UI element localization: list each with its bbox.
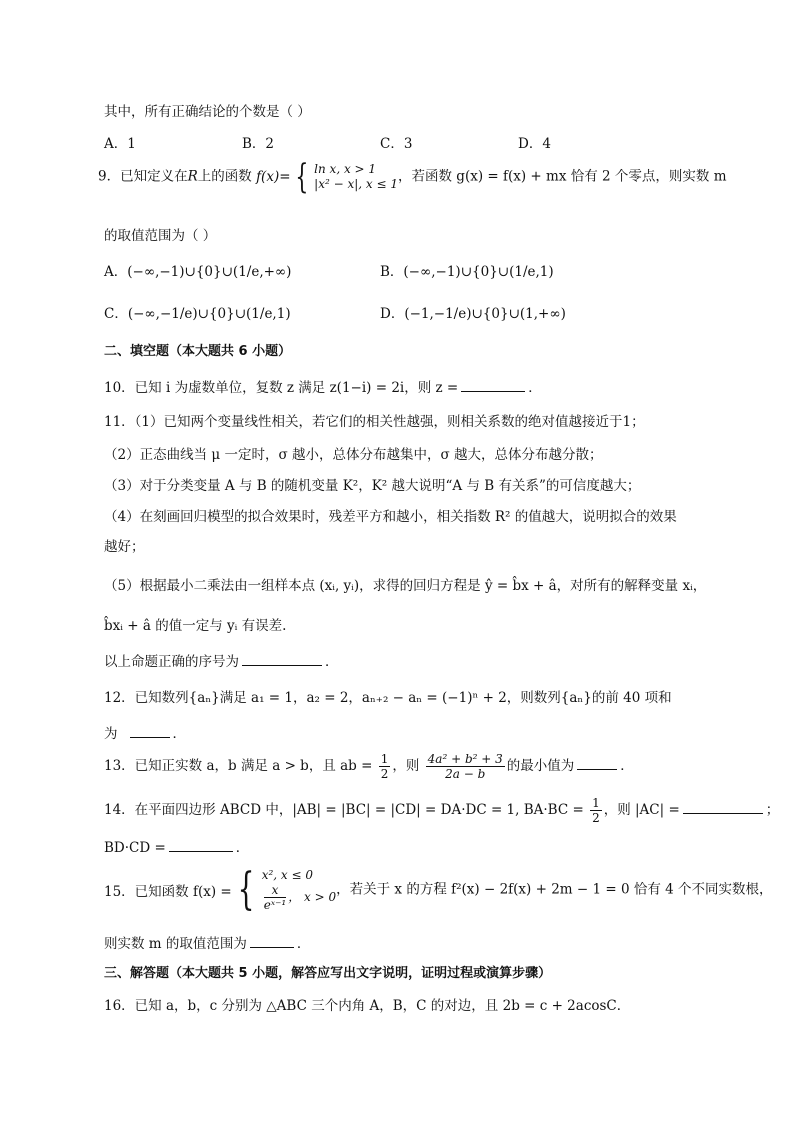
q13-half-num: 1 <box>380 752 389 766</box>
q13 <box>104 752 634 781</box>
q15-cases <box>262 868 336 912</box>
q15-end: ． <box>296 936 311 952</box>
q8-option-b: B．2 <box>242 136 275 152</box>
q8-option-c: C．3 <box>380 136 413 152</box>
q13-text-c: 的最小值为 <box>506 758 575 774</box>
q9-suffix: ，若函数 g(x) = f(x) + mx 恰有 2 个零点，则实数 m <box>398 168 727 185</box>
q15-suffix: ，若关于 x 的方程 f²(x) − 2f(x) + 2m − 1 = 0 恰有 4 个不同实数根， <box>336 881 773 898</box>
q15-answer-blank <box>250 933 294 948</box>
q11-prompt: 以上命题正确的序号为 <box>104 654 239 670</box>
q13-end: ． <box>620 758 634 774</box>
q15-case-1: x², x ≤ 0 <box>261 868 314 882</box>
q15-case2-frac <box>264 883 287 912</box>
section-solution-heading: 三、解答题（本大题共 5 小题，解答应写出文字说明，证明过程或演算步骤） <box>104 966 552 981</box>
q11-line3: （3）对于分类变量 A 与 B 的随机变量 K²，K² 越大说明“A 与 B 有关系”的可信度越大； <box>104 478 641 494</box>
q9-brace: { <box>294 157 308 197</box>
q11-line5: 越好； <box>104 539 145 555</box>
q10-answer-blank <box>461 377 525 392</box>
q9-line2: 的取值范围为（ ） <box>104 228 217 244</box>
q9-option-a: A．(−∞,−1)∪{0}∪(1/e,+∞) <box>104 264 292 280</box>
q12-prompt: 为 <box>104 726 118 742</box>
q15-prompt: 则实数 m 的取值范围为 <box>104 936 247 952</box>
q13-fraction <box>426 752 505 781</box>
q11-line1: 11．（1）已知两个变量线性相关，若它们的相关性越强，则相关系数的绝对值越接近于1； <box>104 414 645 430</box>
q8-option-d: D．4 <box>518 136 551 152</box>
q11-end: ． <box>325 654 339 670</box>
q14-text-b: ，则 |AC| = <box>603 802 680 818</box>
q14-sep: ； <box>765 802 780 818</box>
q10 <box>104 376 542 396</box>
q9-option-d: D．(−1,−1/e)∪{0}∪(1,+∞) <box>380 306 566 322</box>
q12-end: ． <box>172 726 186 742</box>
q15-piecewise <box>104 864 337 915</box>
q14-half-den: 2 <box>592 811 600 825</box>
q11-answer-blank <box>242 651 322 666</box>
q13-text-b: ，则 <box>392 758 420 774</box>
q9-piecewise <box>256 157 399 197</box>
q8-option-a: A．1 <box>104 136 136 152</box>
q13-frac-den: 2a − b <box>445 767 486 781</box>
q14-line2 <box>104 836 249 856</box>
q15-case-2 <box>262 883 336 912</box>
q14-line1 <box>104 796 779 825</box>
q16: 16．已知 a，b，c 分别为 △ABC 三个内角 A，B，C 的对边，且 2b = c + 2acosC． <box>104 998 631 1014</box>
section-fill-in-heading: 二、填空题（本大题共 6 小题） <box>104 344 292 359</box>
q13-half-den: 2 <box>380 767 389 781</box>
q12-answer-blank <box>130 723 170 738</box>
q14-text-d: BD·CD = <box>104 840 166 856</box>
q11-line6: （5）根据最小二乘法由一组样本点 (xᵢ, yᵢ)，求得的回归方程是 ŷ = b̂x + â，对所有的解释变量 xᵢ， <box>104 578 707 594</box>
q15-line2 <box>104 932 310 952</box>
q11-line7: b̂xᵢ + â 的值一定与 yᵢ 有误差. <box>104 618 287 634</box>
q10-end: ． <box>528 380 542 396</box>
q15-case2-cond: ， x > 0 <box>288 890 337 904</box>
q15-brace: { <box>237 864 255 915</box>
q9-option-c: C．(−∞,−1/e)∪{0}∪(1/e,1) <box>104 306 291 322</box>
q9-fx: f(x)= <box>256 169 291 185</box>
q9-option-b: B．(−∞,−1)∪{0}∪(1/e,1) <box>380 264 554 280</box>
q9-stem <box>98 157 727 197</box>
q15-line1 <box>104 864 773 915</box>
q11-line2: （2）正态曲线当 μ 一定时，σ 越小，总体分布越集中，σ 越大，总体分布越分散； <box>104 447 603 463</box>
q9-cases <box>314 162 398 192</box>
q12-line2 <box>104 722 186 742</box>
q15-prefix: 15．已知函数 f(x) = <box>104 884 232 900</box>
q9-case-2: |x² − x|, x ≤ 1 <box>314 177 399 191</box>
q9-var-r: R <box>187 168 198 185</box>
q14-answer-blank-2 <box>169 837 233 852</box>
q10-text: 10．已知 i 为虚数单位，复数 z 满足 z(1−i) = 2i，则 z = <box>104 380 459 396</box>
q13-half <box>379 752 391 781</box>
q12-line1: 12．已知数列{aₙ}满足 a₁ = 1，a₂ = 2，aₙ₊₂ − aₙ = (−1)ⁿ + 2，则数列{aₙ}的前 40 项和 <box>104 690 672 706</box>
q15-case2-den: eˣ⁻¹ <box>263 898 287 912</box>
q14-half-num: 1 <box>592 796 600 810</box>
q14-answer-blank-1 <box>683 799 763 814</box>
q15-case2-num: x <box>264 883 287 898</box>
q14-half <box>590 796 602 825</box>
q8-tail: 其中，所有正确结论的个数是（ ） <box>104 104 311 120</box>
q11-line4: （4）在刻画回归模型的拟合效果时，残差平方和越小，相关指数 R² 的值越大，说明拟合的效果 <box>104 509 677 525</box>
q13-answer-blank <box>577 755 617 770</box>
q13-text-a: 13．已知正实数 a，b 满足 a > b，且 ab = <box>104 758 373 774</box>
q9-mid: 上的函数 <box>197 168 252 185</box>
q9-prefix: 9．已知定义在 <box>98 168 188 185</box>
q11-answer-line <box>104 650 339 670</box>
q14-text-a: 14．在平面四边形 ABCD 中，|AB| = |BC| = |CD| = DA·DC = 1, BA·BC = <box>104 802 584 818</box>
q9-case-1: ln x, x > 1 <box>314 162 377 176</box>
q13-frac-num: 4a² + b² + 3 <box>427 752 503 766</box>
q14-end: ． <box>235 840 250 856</box>
